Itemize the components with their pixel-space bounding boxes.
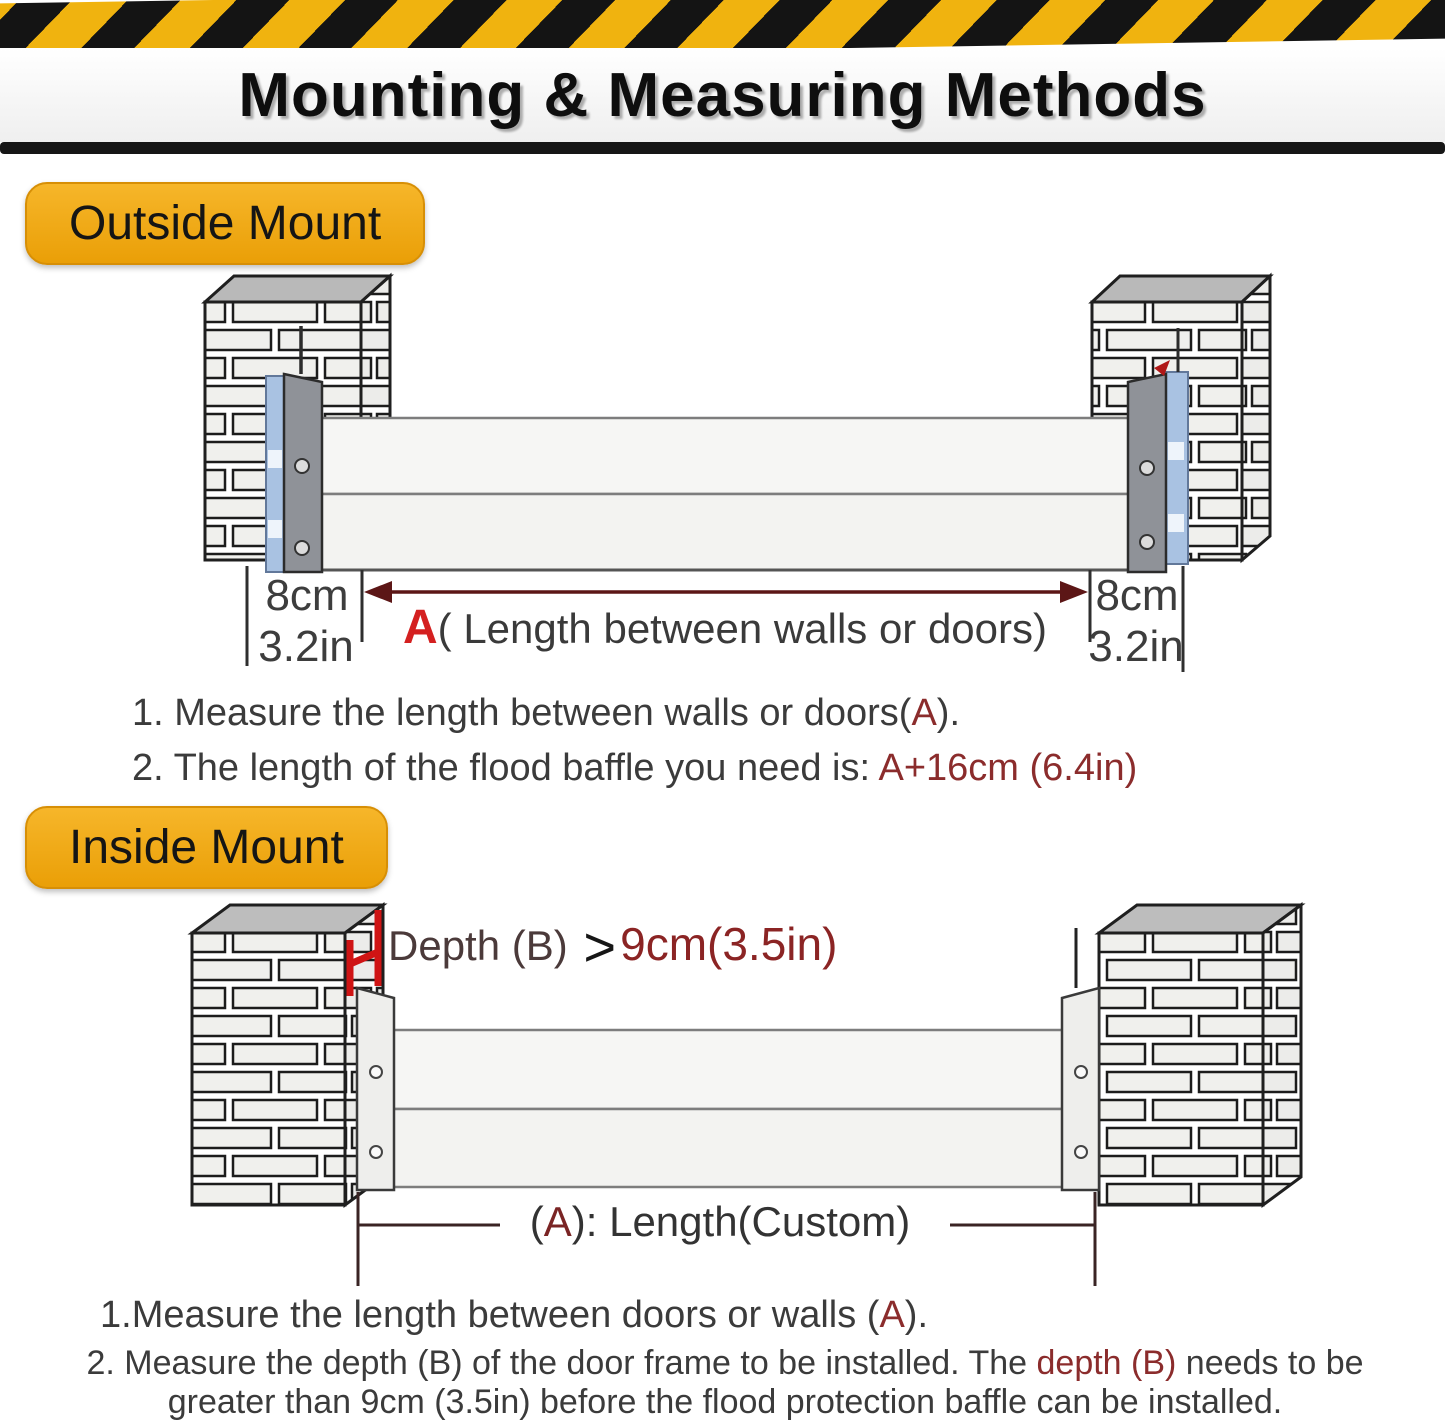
pillar-top-face	[205, 276, 390, 302]
depth-value: 9cm(3.5in)	[620, 918, 838, 970]
rail-slot	[1168, 514, 1184, 532]
header-banner	[0, 0, 1445, 156]
screw	[1075, 1146, 1087, 1158]
screw	[1140, 461, 1154, 475]
right-offset-cm-label: 8cm	[1095, 571, 1179, 620]
pillar-front-face	[192, 933, 345, 1205]
step-text: ).	[904, 1294, 929, 1336]
step-text: 1. Measure the length between walls or doors(	[132, 692, 912, 734]
inside-left-brick-pillar	[192, 905, 383, 1205]
step-highlight: A	[879, 1294, 905, 1336]
screw	[295, 541, 309, 555]
span-length-label	[385, 600, 1065, 655]
step-highlight: depth (B)	[1036, 1344, 1177, 1382]
barrier-bottom-panel	[380, 1109, 1080, 1187]
step-text: 2. The length of the flood baffle you need is:	[132, 747, 879, 789]
rail-slot	[268, 520, 282, 538]
inside-right-brick-pillar	[1099, 905, 1301, 1205]
header-divider-bar	[0, 142, 1445, 154]
rail-slot	[268, 450, 282, 468]
span-length-text: ( Length between walls or doors)	[437, 605, 1047, 652]
step-text: 1.Measure the length between doors or walls (	[100, 1294, 880, 1336]
screw	[295, 459, 309, 473]
step-highlight: A+16cm (6.4in)	[878, 747, 1138, 789]
rail-slot	[1168, 442, 1184, 460]
step-text: 2. Measure the depth (B) of the door frame to be installed. The	[86, 1344, 1037, 1382]
inside-mount-badge	[25, 806, 388, 889]
custom-length-label	[470, 1198, 970, 1246]
title-band	[0, 48, 1445, 142]
outside-mount-steps	[132, 692, 1372, 790]
screw	[1075, 1066, 1087, 1078]
depth-label-text: Depth (B)	[388, 922, 580, 969]
right-offset-in-label: 3.2in	[1088, 622, 1184, 671]
flood-barrier-panels	[300, 418, 1150, 570]
step-highlight: A	[911, 692, 937, 734]
step-text: needs to be greater than 9cm (3.5in) before the flood protection baffle can be installed.	[167, 1344, 1364, 1421]
greater-than-sign: >	[583, 915, 617, 978]
right-side-channel	[1062, 928, 1099, 1190]
pillar-front-face	[1099, 933, 1263, 1205]
length-label-text: ): Length(Custom)	[571, 1198, 911, 1245]
length-label-paren: (	[529, 1198, 544, 1245]
barrier-top-panel	[300, 418, 1150, 494]
right-blue-rail	[1164, 372, 1188, 564]
pillar-side-face	[1263, 905, 1301, 1205]
pillar-side-face	[1242, 276, 1270, 560]
screw	[1140, 535, 1154, 549]
outside-step-2	[132, 747, 1372, 790]
span-length-variable: A	[403, 601, 438, 654]
left-blue-rail	[266, 376, 284, 572]
outside-mount-badge-label: Outside Mount	[69, 197, 382, 250]
left-offset-in-label: 3.2in	[258, 622, 354, 671]
page-title: Mounting & Measuring Methods	[238, 60, 1207, 130]
flood-barrier-panels	[380, 1030, 1080, 1187]
left-offset-cm-label: 8cm	[265, 571, 349, 620]
outside-mount-badge	[25, 182, 425, 265]
screw	[370, 1066, 382, 1078]
left-side-channel	[357, 988, 394, 1190]
inside-step-2	[45, 1344, 1405, 1421]
barrier-top-panel	[380, 1030, 1080, 1109]
outside-step-1	[132, 692, 1372, 735]
inside-step-1	[100, 1294, 1420, 1337]
screw	[370, 1146, 382, 1158]
pillar-top-face	[1092, 276, 1270, 302]
inside-mount-badge-label: Inside Mount	[69, 821, 344, 874]
step-text: ).	[936, 692, 961, 734]
barrier-bottom-panel	[300, 494, 1150, 570]
length-label-variable: A	[543, 1198, 572, 1245]
depth-requirement-label	[388, 914, 837, 979]
